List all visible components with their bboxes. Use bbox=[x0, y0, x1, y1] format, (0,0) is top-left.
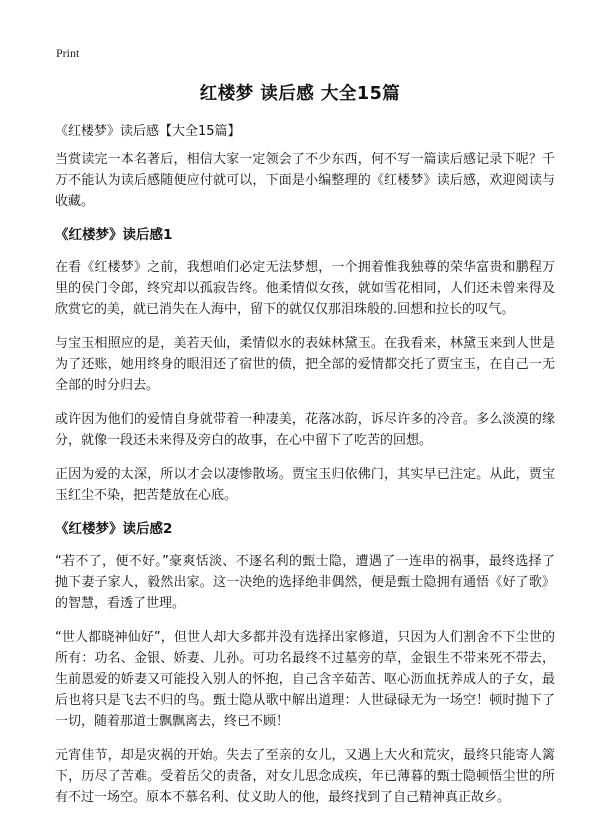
section-heading-2: 《红楼梦》读后感2 bbox=[55, 521, 173, 537]
article-body bbox=[55, 149, 555, 821]
section-1-paragraph-1: 在看《红楼梦》之前，我想咱们必定无法梦想，一个拥着惟我独尊的荣华富贵和鹏程万里的侯门令郎，终究却以孤寂告终。他柔情似女孩，就如雪花相同，人们还未曾来得及欣赏它的美，就已消失在人海中，留下的就仅仅那泪珠般的.回想和拉长的叹气。 bbox=[55, 260, 555, 317]
intro-paragraph: 当赏读完一本名著后，相信大家一定领会了不少东西，何不写一篇读后感记录下呢？千万不能认为读后感随便应付就可以，下面是小编整理的《红楼梦》读后感，欢迎阅读与收藏。 bbox=[55, 152, 555, 209]
section-2-paragraph-3: 元宵佳节，却是灾祸的开始。失去了至亲的女儿，又遇上大火和荒灾，最终只能寄人篱下，历尽了苦难。受着岳父的责备，对女儿思念成疾，年已薄暮的甄士隐顿悟尘世的所有不过一场空。原本不慕名利、仗义助人的他，最终找到了自己精神真正故乡。 bbox=[55, 748, 555, 805]
document-subtitle: 《红楼梦》读后感【大全15篇】 bbox=[55, 124, 241, 139]
section-2-paragraph-2: “世人都晓神仙好”，但世人却大多都并没有选择出家修道，只因为人们割舍不下尘世的所有：功名、金银、娇妻、儿孙。可功名最终不过墓旁的草，金银生不带来死不带去，生前恩爱的娇妻又可能投入别人的怀抱，自己含辛茹苦、呕心沥血抚养成人的子女，最后也将只是飞去不归的鸟。甄士隐从歌中解出道理：人世碌碌无为一场空！顿时抛下了一切，随着那道士飘飘离去，终已不顾！ bbox=[55, 630, 555, 729]
page-title: 红楼梦 读后感 大全15篇 bbox=[199, 84, 401, 104]
section-2-paragraph-1: “若不了，便不好。”豪爽恬淡、不逐名利的甄士隐，遭遇了一连串的祸事，最终选择了抛下妻子家人，毅然出家。这一决绝的选择绝非偶然，便是甄士隐拥有通悟《好了歌》的智慧，看透了世理。 bbox=[55, 554, 555, 611]
print-label[interactable]: Print bbox=[56, 46, 80, 60]
section-1-paragraph-4: 正因为爱的太深，所以才会以凄惨散场。贾宝玉归依佛门，其实早已注定。从此，贾宝玉红尘不染，把苦楚放在心底。 bbox=[55, 467, 555, 503]
section-1-paragraph-2: 与宝玉相照应的是，美若天仙，柔情似水的表妹林黛玉。在我看来，林黛玉来到人世是为了还账，她用终身的眼泪还了宿世的债，把全部的爱情都交托了贾宝玉，在自己一无全部的时分归去。 bbox=[55, 336, 555, 393]
section-1-paragraph-3: 或许因为他们的爱情自身就带着一种凄美，花落冰韵，诉尽许多的冷音。多么淡漠的缘分，就像一段还未来得及旁白的故事，在心中留下了吃苦的回想。 bbox=[55, 412, 555, 448]
section-heading-1: 《红楼梦》读后感1 bbox=[55, 227, 173, 243]
